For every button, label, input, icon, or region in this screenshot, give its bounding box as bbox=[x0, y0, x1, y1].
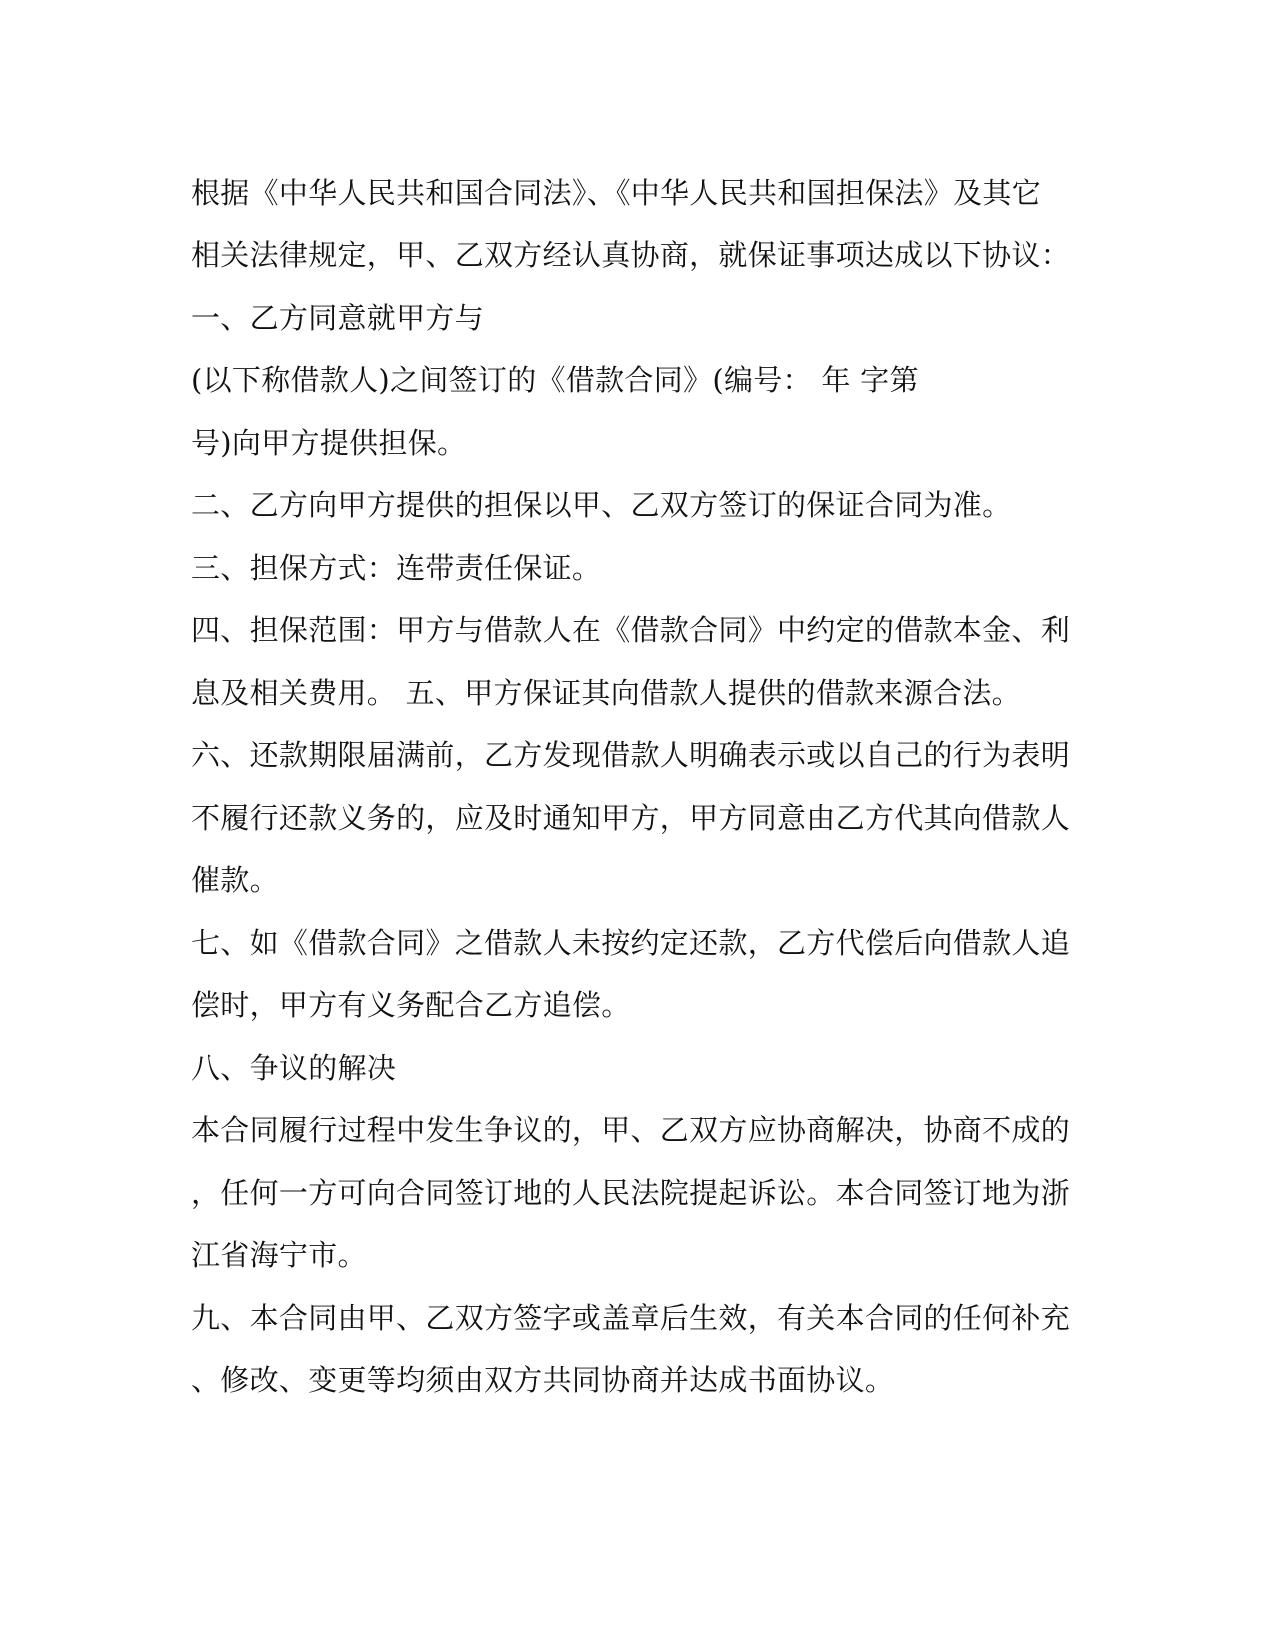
text-line: 、修改、变更等均须由双方共同协商并达成书面协议。 bbox=[191, 1363, 895, 1397]
text-line: 本合同履行过程中发生争议的，甲、乙双方应协商解决，协商不成的 bbox=[191, 1113, 1071, 1147]
text-line: ，任何一方可向合同签订地的人民法院提起诉讼。本合同签订地为浙 bbox=[191, 1176, 1071, 1210]
text-line: 八、争议的解决 bbox=[191, 1051, 397, 1085]
text-line: 三、担保方式：连带责任保证。 bbox=[191, 551, 602, 585]
text-line: 六、还款期限届满前，乙方发现借款人明确表示或以自己的行为表明 bbox=[191, 738, 1071, 772]
text-line: (以下称借款人)之间签订的《借款合同》(编号： 年 字第 bbox=[191, 363, 919, 397]
text-line: 九、本合同由甲、乙双方签字或盖章后生效，有关本合同的任何补充 bbox=[191, 1301, 1071, 1335]
text-line: 四、担保范围：甲方与借款人在《借款合同》中约定的借款本金、利 bbox=[191, 613, 1071, 647]
text-line: 不履行还款义务的，应及时通知甲方，甲方同意由乙方代其向借款人 bbox=[191, 801, 1071, 835]
text-line: 江省海宁市。 bbox=[191, 1238, 367, 1272]
text-line: 二、乙方向甲方提供的担保以甲、乙双方签订的保证合同为准。 bbox=[191, 488, 1012, 522]
text-line: 号)向甲方提供担保。 bbox=[191, 426, 467, 460]
text-line: 七、如《借款合同》之借款人未按约定还款，乙方代偿后向借款人追 bbox=[191, 926, 1071, 960]
text-line: 根据《中华人民共和国合同法》、《中华人民共和国担保法》及其它 bbox=[191, 176, 1042, 210]
text-line: 偿时，甲方有义务配合乙方追偿。 bbox=[191, 988, 631, 1022]
text-line: 息及相关费用。 五、甲方保证其向借款人提供的借款来源合法。 bbox=[191, 676, 1021, 710]
text-line: 催款。 bbox=[191, 863, 279, 897]
text-line: 相关法律规定，甲、乙双方经认真协商，就保证事项达成以下协议： bbox=[191, 238, 1071, 272]
text-line: 一、乙方同意就甲方与 bbox=[191, 301, 485, 335]
